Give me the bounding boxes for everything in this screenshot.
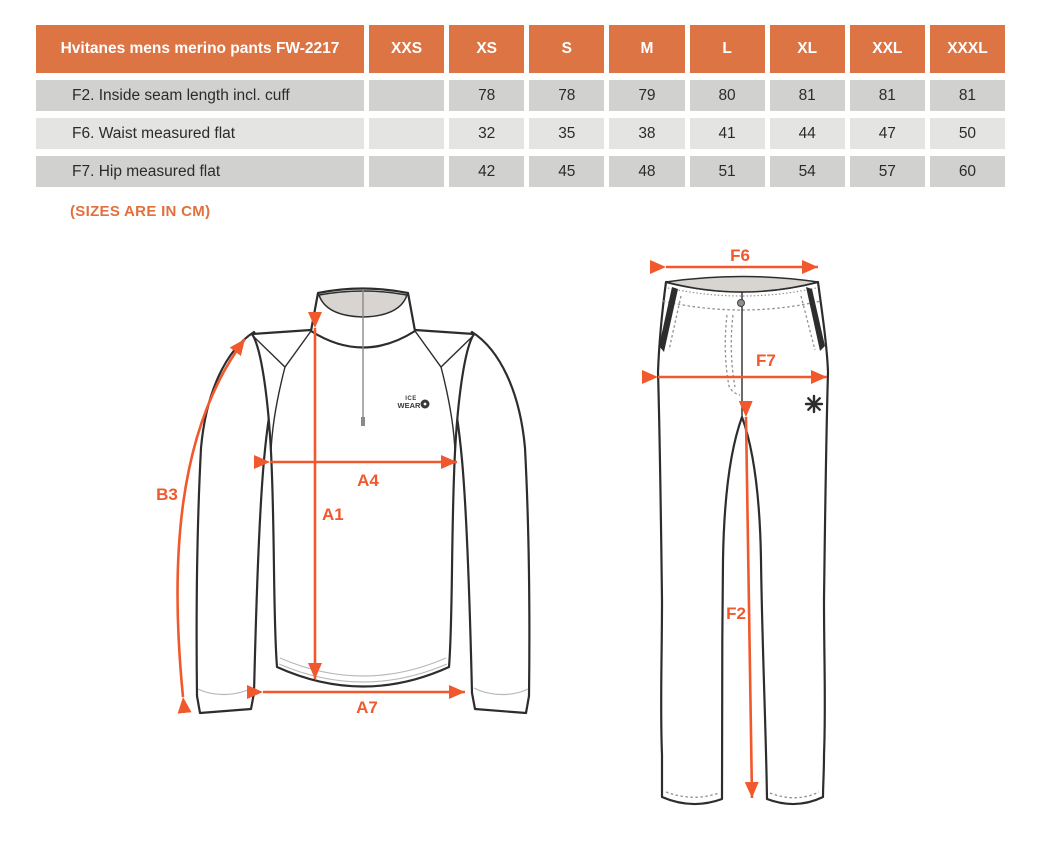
value-f2-xs: 78: [449, 80, 524, 111]
size-header-xxl: XXL: [850, 25, 925, 73]
value-f6-l: 41: [690, 118, 765, 149]
size-header-s: S: [529, 25, 604, 73]
value-f2-s: 78: [529, 80, 604, 111]
f6-label: F6: [730, 246, 750, 265]
size-header-xs: XS: [449, 25, 524, 73]
snowflake-icon: [806, 396, 822, 412]
size-header-xxxl: XXXL: [930, 25, 1005, 73]
value-f6-s: 35: [529, 118, 604, 149]
row-label-f2: F2. Inside seam length incl. cuff: [36, 80, 364, 111]
value-f7-l: 51: [690, 156, 765, 187]
f2-label: F2: [726, 604, 746, 623]
b3-label: B3: [156, 485, 178, 504]
value-f2-xl: 81: [770, 80, 845, 111]
value-f2-m: 79: [609, 80, 684, 111]
value-f7-s: 45: [529, 156, 604, 187]
sizes-unit-caption: (SIZES ARE IN CM): [70, 203, 211, 220]
shirt-diagram: [156, 289, 529, 718]
value-f6-xxxl: 50: [930, 118, 1005, 149]
a7-label: A7: [356, 698, 378, 717]
row-label-f6: F6. Waist measured flat: [36, 118, 364, 149]
value-f7-xl: 54: [770, 156, 845, 187]
row-label-f7: F7. Hip measured flat: [36, 156, 364, 187]
zipper-pull: [361, 417, 365, 426]
value-f6-m: 38: [609, 118, 684, 149]
value-f2-l: 80: [690, 80, 765, 111]
size-header-xxs: XXS: [369, 25, 444, 73]
f7-label: F7: [756, 351, 776, 370]
value-f7-xxl: 57: [850, 156, 925, 187]
f2-inseam-arrow: [746, 417, 752, 798]
waist-button: [738, 300, 745, 307]
size-header-m: M: [609, 25, 684, 73]
value-f7-xs: 42: [449, 156, 524, 187]
value-f2-xxl: 81: [850, 80, 925, 111]
logo-line2: WEAR: [397, 401, 421, 410]
value-f6-xs: 32: [449, 118, 524, 149]
value-f6-xl: 44: [770, 118, 845, 149]
size-header-l: L: [690, 25, 765, 73]
value-f6-xxl: 47: [850, 118, 925, 149]
value-f7-m: 48: [609, 156, 684, 187]
pants-outline: [658, 282, 828, 804]
pants-diagram: [658, 246, 828, 804]
logo-line1: ICE: [405, 396, 417, 402]
a1-label: A1: [322, 505, 344, 524]
value-f7-xxxl: 60: [930, 156, 1005, 187]
table-title: Hvitanes mens merino pants FW-2217: [36, 25, 364, 73]
value-f2-xxxl: 81: [930, 80, 1005, 111]
a4-label: A4: [357, 471, 379, 490]
size-header-xl: XL: [770, 25, 845, 73]
